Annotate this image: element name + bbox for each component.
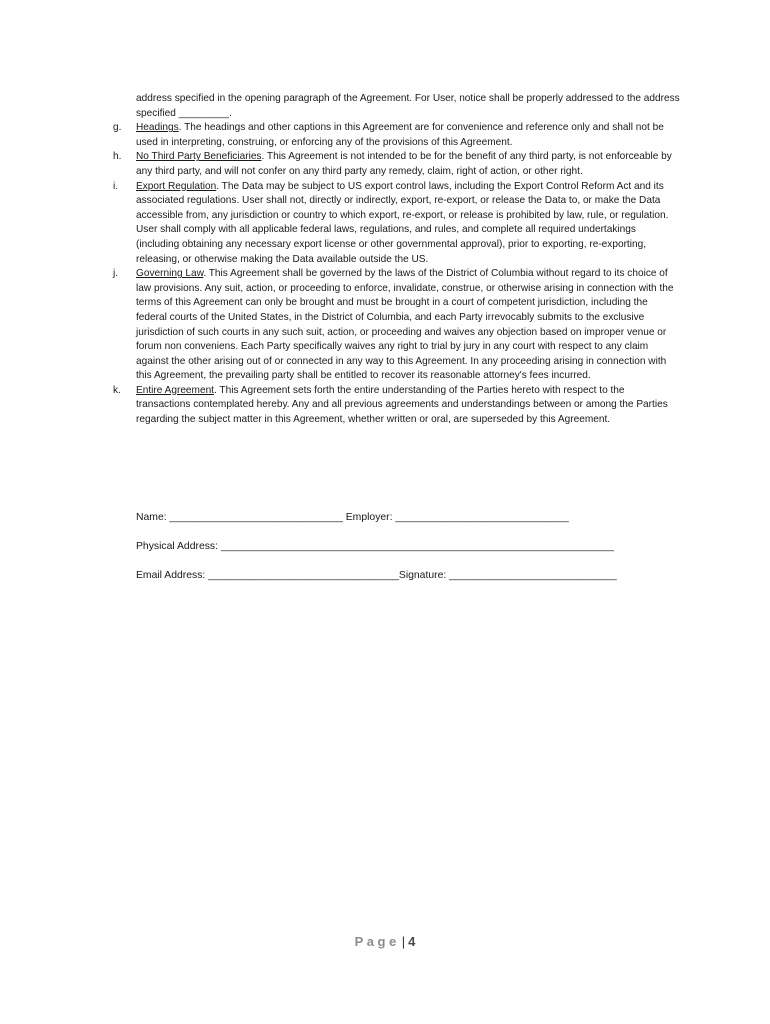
clause-text: . This Agreement is not intended to be for the benefit of any third party, is not enforceable by any third party, and will not confer on any third party any remedy, claim, right of action, or other right.	[136, 151, 672, 177]
clause-h	[0, 150, 770, 179]
clause-letter: i.	[113, 180, 119, 192]
page-label: Page	[354, 934, 400, 949]
page-number: 4	[408, 934, 416, 949]
clause-g	[0, 121, 770, 150]
clause-letter: j.	[113, 268, 119, 280]
clause-text: . The headings and other captions in this Agreement are for convenience and reference only and shall not be used in interpreting, construing, or enforcing any of the provisions of this Agreement.	[136, 122, 664, 148]
clause-heading: Entire Agreement	[136, 384, 214, 396]
clause-letter: k.	[113, 384, 121, 396]
page-separator: |	[401, 934, 406, 949]
clause-text: . This Agreement sets forth the entire understanding of the Parties hereto with respect to the transactions contemplated hereby. Any and all previous agreements and understandings between or among the Parties regarding the subject matter in this Agreement, whether written or oral, are superseded by this Agreement.	[136, 384, 668, 426]
name-employer-line[interactable]: Name: ______________________________ Employer: ______________________________	[136, 512, 569, 523]
email-signature-line[interactable]: Email Address: _________________________________Signature: _____________________________	[136, 570, 617, 581]
clause-k	[0, 384, 770, 428]
clause-heading: Governing Law	[136, 268, 204, 280]
clause-heading: No Third Party Beneficiaries	[136, 151, 262, 163]
continuation-paragraph	[0, 92, 770, 121]
clause-heading: Headings	[136, 122, 179, 134]
continuation-text: address specified in the opening paragraph of the Agreement. For User, notice shall be properly addressed to the address specified _________.	[136, 93, 680, 119]
clause-letter: h.	[113, 151, 122, 163]
clause-text: . This Agreement shall be governed by the laws of the District of Columbia without regard to its choice of law provisions. Any suit, action, or proceeding to enforce, invalidate, construe, or otherwise arising in connection with the terms of this Agreement can only be brought and must be brought in a court of competent jurisdiction, including the federal courts of the United States, in the District of Columbia, and each Party irrevocably submits to the exclusive jurisdiction of such courts in any such suit, action, or proceeding and waives any objection based on improper venue or forum non conveniens. Each Party specifically waives any right to trial by jury in any court with respect to any claim against the other arising out of or connected in any way to this Agreement. In any proceeding arising in connection with this Agreement, the prevailing party shall be entitled to recover its reasonable attorney's fees incurred.	[136, 268, 674, 382]
clause-heading: Export Regulation	[136, 180, 217, 192]
clause-letter: g.	[113, 122, 122, 134]
clauses-section	[0, 92, 770, 428]
clause-i	[0, 180, 770, 268]
clause-j	[0, 267, 770, 384]
physical-address-line[interactable]: Physical Address: ____________________________________________________________________	[136, 541, 614, 552]
clause-text: . The Data may be subject to US export control laws, including the Export Control Reform Act and its associated regulations. User shall not, directly or indirectly, export, re-export, or release the Data to, or make the Data accessible from, any jurisdiction or country to which export, re-export, or release is prohibited by law, rule, or regulation. User shall comply with all applicable federal laws, regulations, and rules, and complete all required undertakings (including obtaining any necessary export license or other governmental approval), prior to exporting, re-exporting, releasing, or otherwise making the Data available outside the US.	[136, 180, 669, 265]
page-footer	[0, 934, 770, 949]
